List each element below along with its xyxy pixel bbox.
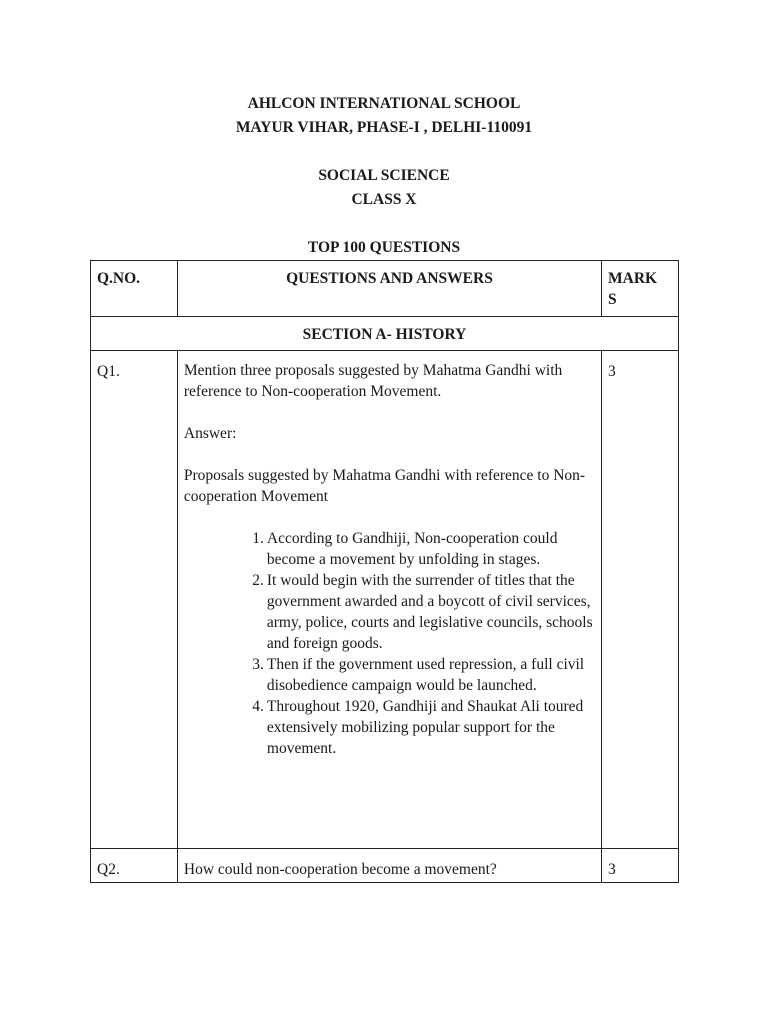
question-number: Q2.: [91, 849, 178, 883]
question-content: [177, 351, 601, 849]
section-row: [91, 317, 679, 351]
section-title: SECTION A- HISTORY: [91, 317, 679, 351]
list-item-number: 1.: [252, 530, 264, 547]
table-row: [91, 351, 679, 849]
questions-table: [90, 260, 679, 883]
list-item-number: 3.: [252, 656, 264, 673]
header-qno: Q.NO.: [91, 261, 178, 317]
header-marks-line2: S: [608, 291, 617, 308]
question-text: How could non-cooperation become a movement?: [177, 849, 601, 883]
question-number: Q1.: [91, 351, 178, 849]
question-marks: 3: [602, 351, 679, 849]
list-item-text: It would begin with the surrender of titles that the government awarded and a boycott of civil services, army, police, courts and legislative councils, schools and foreign goods.: [266, 572, 593, 652]
header-marks-line1: MARK: [608, 270, 658, 287]
table-row: [91, 849, 679, 883]
class-name: CLASS X: [351, 191, 417, 208]
subject-header: [0, 164, 768, 212]
list-item: [252, 654, 595, 696]
list-item-number: 2.: [252, 572, 264, 589]
question-text: Mention three proposals suggested by Mahatma Gandhi with reference to Non-cooperation Movement.: [183, 362, 563, 400]
list-item-text: According to Gandhiji, Non-cooperation could become a movement by unfolding in stages.: [266, 530, 558, 568]
list-item-text: Throughout 1920, Gandhiji and Shaukat Ali toured extensively mobilizing popular support for the movement.: [266, 698, 584, 757]
list-item-text: Then if the government used repression, a full civil disobedience campaign would be launched.: [266, 656, 585, 694]
answer-points-list: [184, 528, 595, 759]
school-header: [0, 92, 768, 140]
answer-label: Answer:: [183, 425, 237, 442]
school-name: AHLCON INTERNATIONAL SCHOOL: [247, 95, 521, 112]
subject-name: SOCIAL SCIENCE: [318, 167, 450, 184]
question-marks: 3: [602, 849, 679, 883]
list-item-number: 4.: [252, 698, 264, 715]
answer-intro: Proposals suggested by Mahatma Gandhi with reference to Non-cooperation Movement: [183, 467, 586, 505]
list-item: [252, 570, 595, 654]
document-title: TOP 100 QUESTIONS: [307, 239, 461, 256]
header-marks: [602, 261, 679, 317]
list-item: [252, 528, 595, 570]
school-address: MAYUR VIHAR, PHASE-I , DELHI-110091: [235, 119, 533, 136]
header-questions-answers: QUESTIONS AND ANSWERS: [177, 261, 601, 317]
table-header-row: [91, 261, 679, 317]
list-item: [252, 696, 595, 759]
